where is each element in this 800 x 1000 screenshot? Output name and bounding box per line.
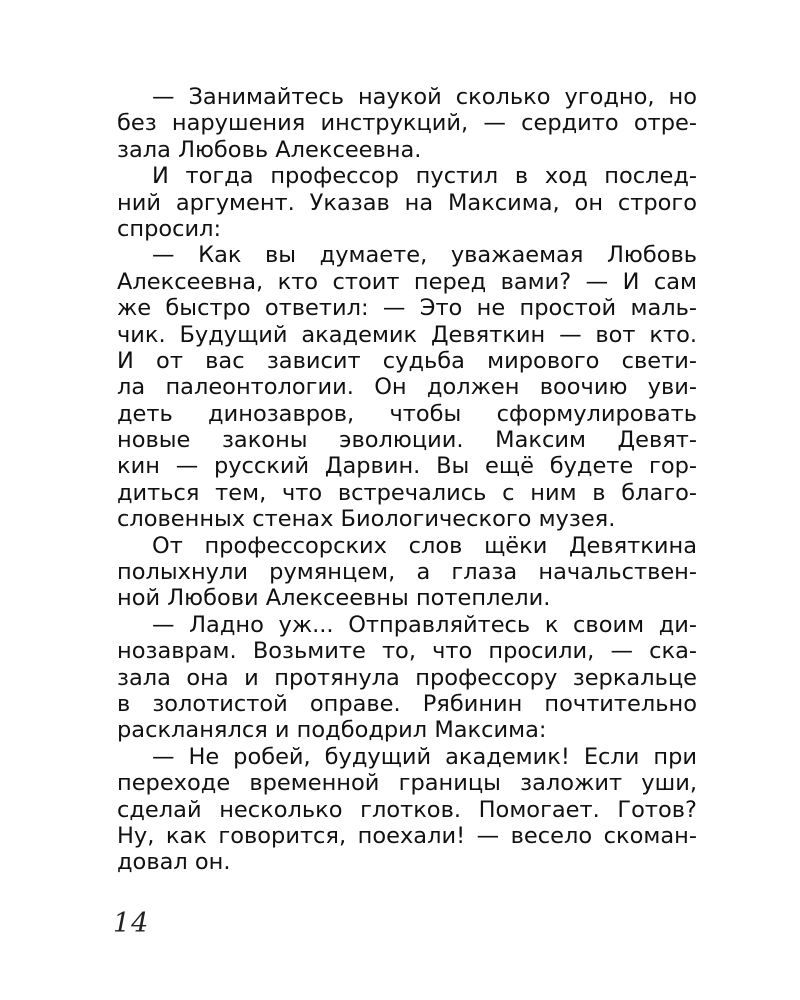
body-text — [117, 84, 697, 876]
text-line: зала Любовь Алексеевна. — [117, 136, 422, 163]
text-line: кин — русский Дарвин. Вы ещё будете гор- — [117, 453, 697, 480]
text-line: сделай несколько глотков. Помогает. Готов? — [117, 796, 697, 823]
text-line: диться тем, что встречались с ним в благо- — [117, 479, 697, 506]
text-line: новые законы эволюции. Максим Девят- — [117, 427, 697, 454]
text-line: ла палеонтологии. Он должен воочию уви- — [117, 374, 697, 401]
text-line: зала она и протянула профессору зеркальце — [117, 664, 697, 691]
text-line: без нарушения инструкций, — сердито отре- — [117, 110, 697, 137]
text-line: — Занимайтесь наукой сколько угодно, но — [152, 84, 697, 110]
text-line: ной Любови Алексеевны потеплели. — [117, 585, 551, 612]
text-line: нозаврам. Возьмите то, что просили, — ска- — [117, 638, 697, 665]
text-line: ний аргумент. Указав на Максима, он строго — [117, 189, 697, 216]
text-line: От профессорских слов щёки Девяткина — [152, 532, 697, 559]
text-line: И тогда профессор пустил в ход послед- — [152, 163, 697, 190]
text-line: Алексеевна, кто стоит перед вами? — И сам — [117, 268, 697, 295]
text-line: И от вас зависит судьба мирового свети- — [117, 347, 697, 374]
text-line: — Ладно уж... Отправляйтесь к своим ди- — [152, 611, 697, 638]
text-line: раскланялся и подбодрил Максима: — [117, 717, 547, 744]
text-line: в золотистой оправе. Рябинин почтительно — [117, 690, 697, 717]
text-line: довал он. — [117, 849, 231, 876]
text-line: — Не робей, будущий академик! Если при — [152, 743, 697, 770]
text-line: полыхнули румянцем, а глаза начальствен- — [117, 559, 697, 586]
text-line: словенных стенах Биологического музея. — [117, 506, 616, 533]
text-line: — Как вы думаете, уважаемая Любовь — [152, 242, 697, 269]
text-line: же быстро ответил: — Это не простой маль- — [117, 295, 697, 322]
text-line: спросил: — [117, 215, 222, 242]
page-number: 14 — [113, 908, 150, 939]
text-line: деть динозавров, чтобы сформулировать — [117, 400, 697, 427]
text-line: Ну, как говорится, поехали! — весело скоман- — [117, 822, 697, 849]
text-line: чик. Будущий академик Девяткин — вот кто. — [117, 321, 697, 348]
text-line: переходе временной границы заложит уши, — [117, 770, 697, 797]
